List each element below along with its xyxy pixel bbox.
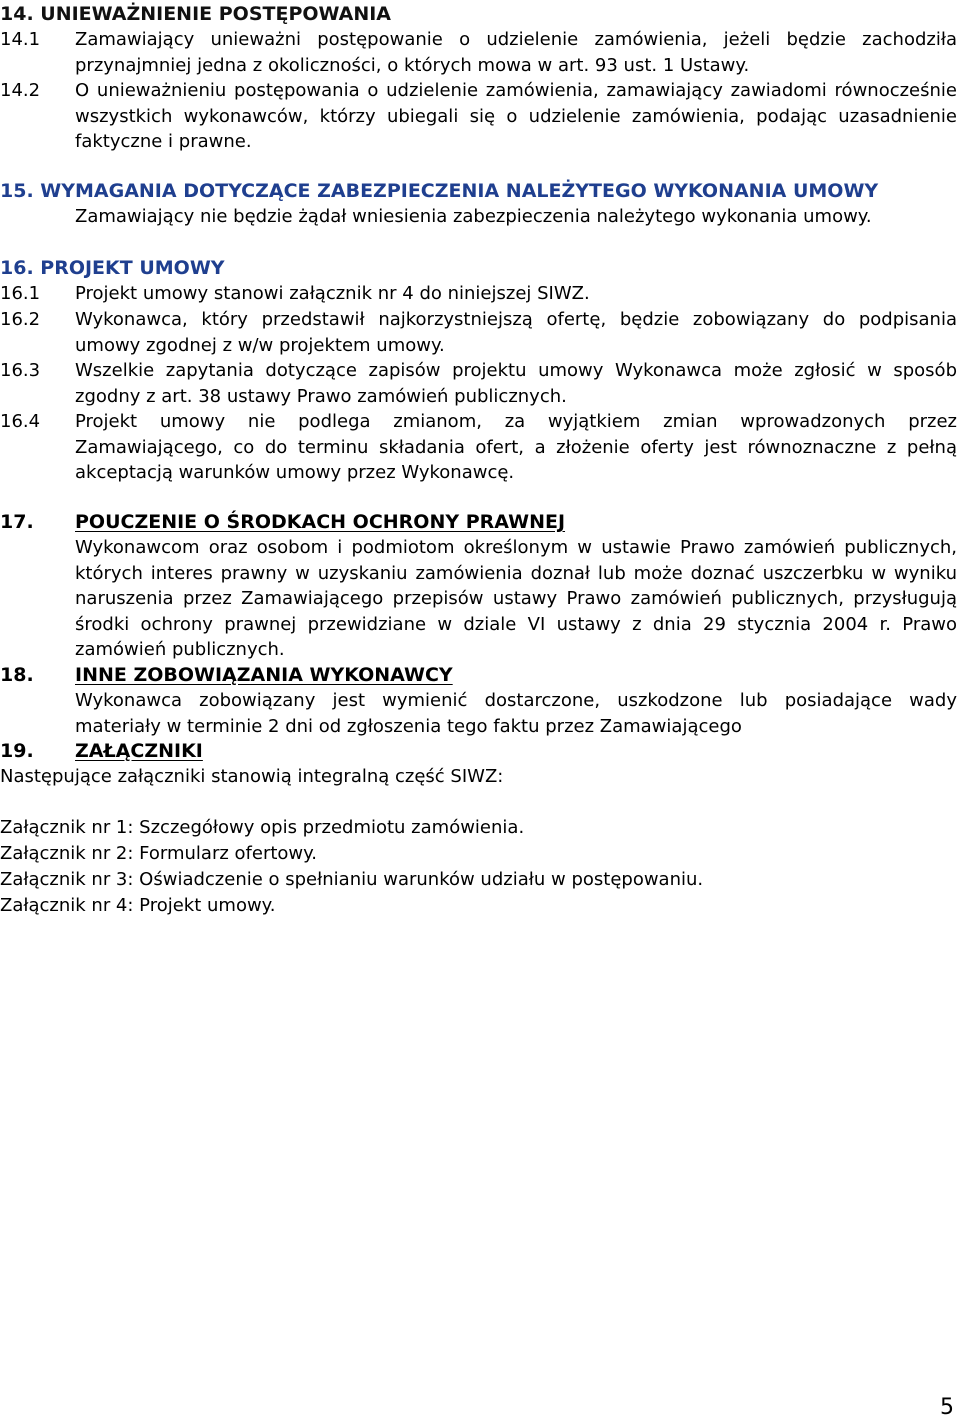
attachment-item: Załącznik nr 3: Oświadczenie o spełnianiu warunków udziału w postępowaniu.	[0, 869, 704, 890]
attachment-item: Załącznik nr 2: Formularz ofertowy.	[0, 843, 317, 864]
item-number: 16.3	[0, 360, 41, 381]
section-17-number: 17.	[0, 511, 34, 533]
section-15-heading: 15. WYMAGANIA DOTYCZĄCE ZABEZPIECZENIA NALEŻYTEGO WYKONANIA UMOWY	[0, 180, 879, 202]
section-18-text: Wykonawca zobowiązany jest wymienić dostarczone, uszkodzone lub posiadające wady materiały w terminie 2 dni od zgłoszenia tego faktu przez Zamawiającego	[75, 690, 957, 737]
section-18-number: 18.	[0, 664, 34, 686]
item-number: 14.2	[0, 80, 41, 101]
section-14-item-2	[0, 78, 957, 155]
item-number: 16.2	[0, 309, 41, 330]
item-text: Projekt umowy nie podlega zmianom, za wyjątkiem zmian wprowadzonych przez Zamawiającego, co do terminu składania ofert, a złożenie oferty jest równoznaczne z pełną akceptacją warunków umowy przez Wykonawcę.	[75, 411, 957, 483]
attachment-item: Załącznik nr 1: Szczegółowy opis przedmiotu zamówienia.	[0, 817, 525, 838]
item-text: Zamawiający unieważni postępowanie o udzielenie zamówienia, jeżeli będzie zachodziła przynajmniej jedna z okoliczności, o których mowa w art. 93 ust. 1 Ustawy.	[75, 29, 957, 76]
section-19-number: 19.	[0, 740, 34, 762]
section-16-heading: 16. PROJEKT UMOWY	[0, 257, 225, 279]
item-text: O unieważnieniu postępowania o udzielenie zamówienia, zamawiający zawiadomi równocześnie wszystkich wykonawców, którzy ubiegali się o udzielenie zamówienia, podając uzasadnienie faktyczne i prawne.	[75, 80, 957, 152]
section-17-title: POUCZENIE O ŚRODKACH OCHRONY PRAWNEJ	[75, 511, 566, 533]
section-19-title: ZAŁĄCZNIKI	[75, 740, 203, 762]
section-18-title: INNE ZOBOWIĄZANIA WYKONAWCY	[75, 664, 453, 686]
page-number: 5	[940, 1395, 954, 1420]
section-16-item-3	[0, 358, 957, 409]
section-17-text: Wykonawcom oraz osobom i podmiotom określonym w ustawie Prawo zamówień publicznych, których interes prawny w uzyskaniu zamówienia doznał lub może doznać uszczerbku w wyniku naruszenia przez Zamawiającego przepisów ustawy Prawo zamówień publicznych, przysługują środki ochrony prawnej przewidziane w dziale VI ustawy z dnia 29 stycznia 2004 r. Prawo zamówień publicznych.	[75, 537, 957, 660]
item-number: 16.1	[0, 283, 41, 304]
section-15-text: Zamawiający nie będzie żądał wniesienia zabezpieczenia należytego wykonania umowy.	[75, 206, 872, 227]
section-14-heading: 14. UNIEWAŻNIENIE POSTĘPOWANIA	[0, 3, 392, 25]
section-16-item-2	[0, 307, 957, 358]
section-16-item-1	[0, 281, 957, 307]
section-16-item-4	[0, 409, 957, 486]
section-14-item-1	[0, 27, 957, 78]
item-number: 14.1	[0, 29, 41, 50]
item-number: 16.4	[0, 411, 41, 432]
item-text: Wykonawca, który przedstawił najkorzystniejszą ofertę, będzie zobowiązany do podpisania umowy zgodnej z w/w projektem umowy.	[75, 309, 957, 356]
attachment-item: Załącznik nr 4: Projekt umowy.	[0, 895, 276, 916]
section-19-intro: Następujące załączniki stanowią integralną część SIWZ:	[0, 766, 504, 787]
item-text: Projekt umowy stanowi załącznik nr 4 do niniejszej SIWZ.	[75, 283, 590, 304]
item-text: Wszelkie zapytania dotyczące zapisów projektu umowy Wykonawca może zgłosić w sposób zgodny z art. 38 ustawy Prawo zamówień publicznych.	[75, 360, 957, 407]
